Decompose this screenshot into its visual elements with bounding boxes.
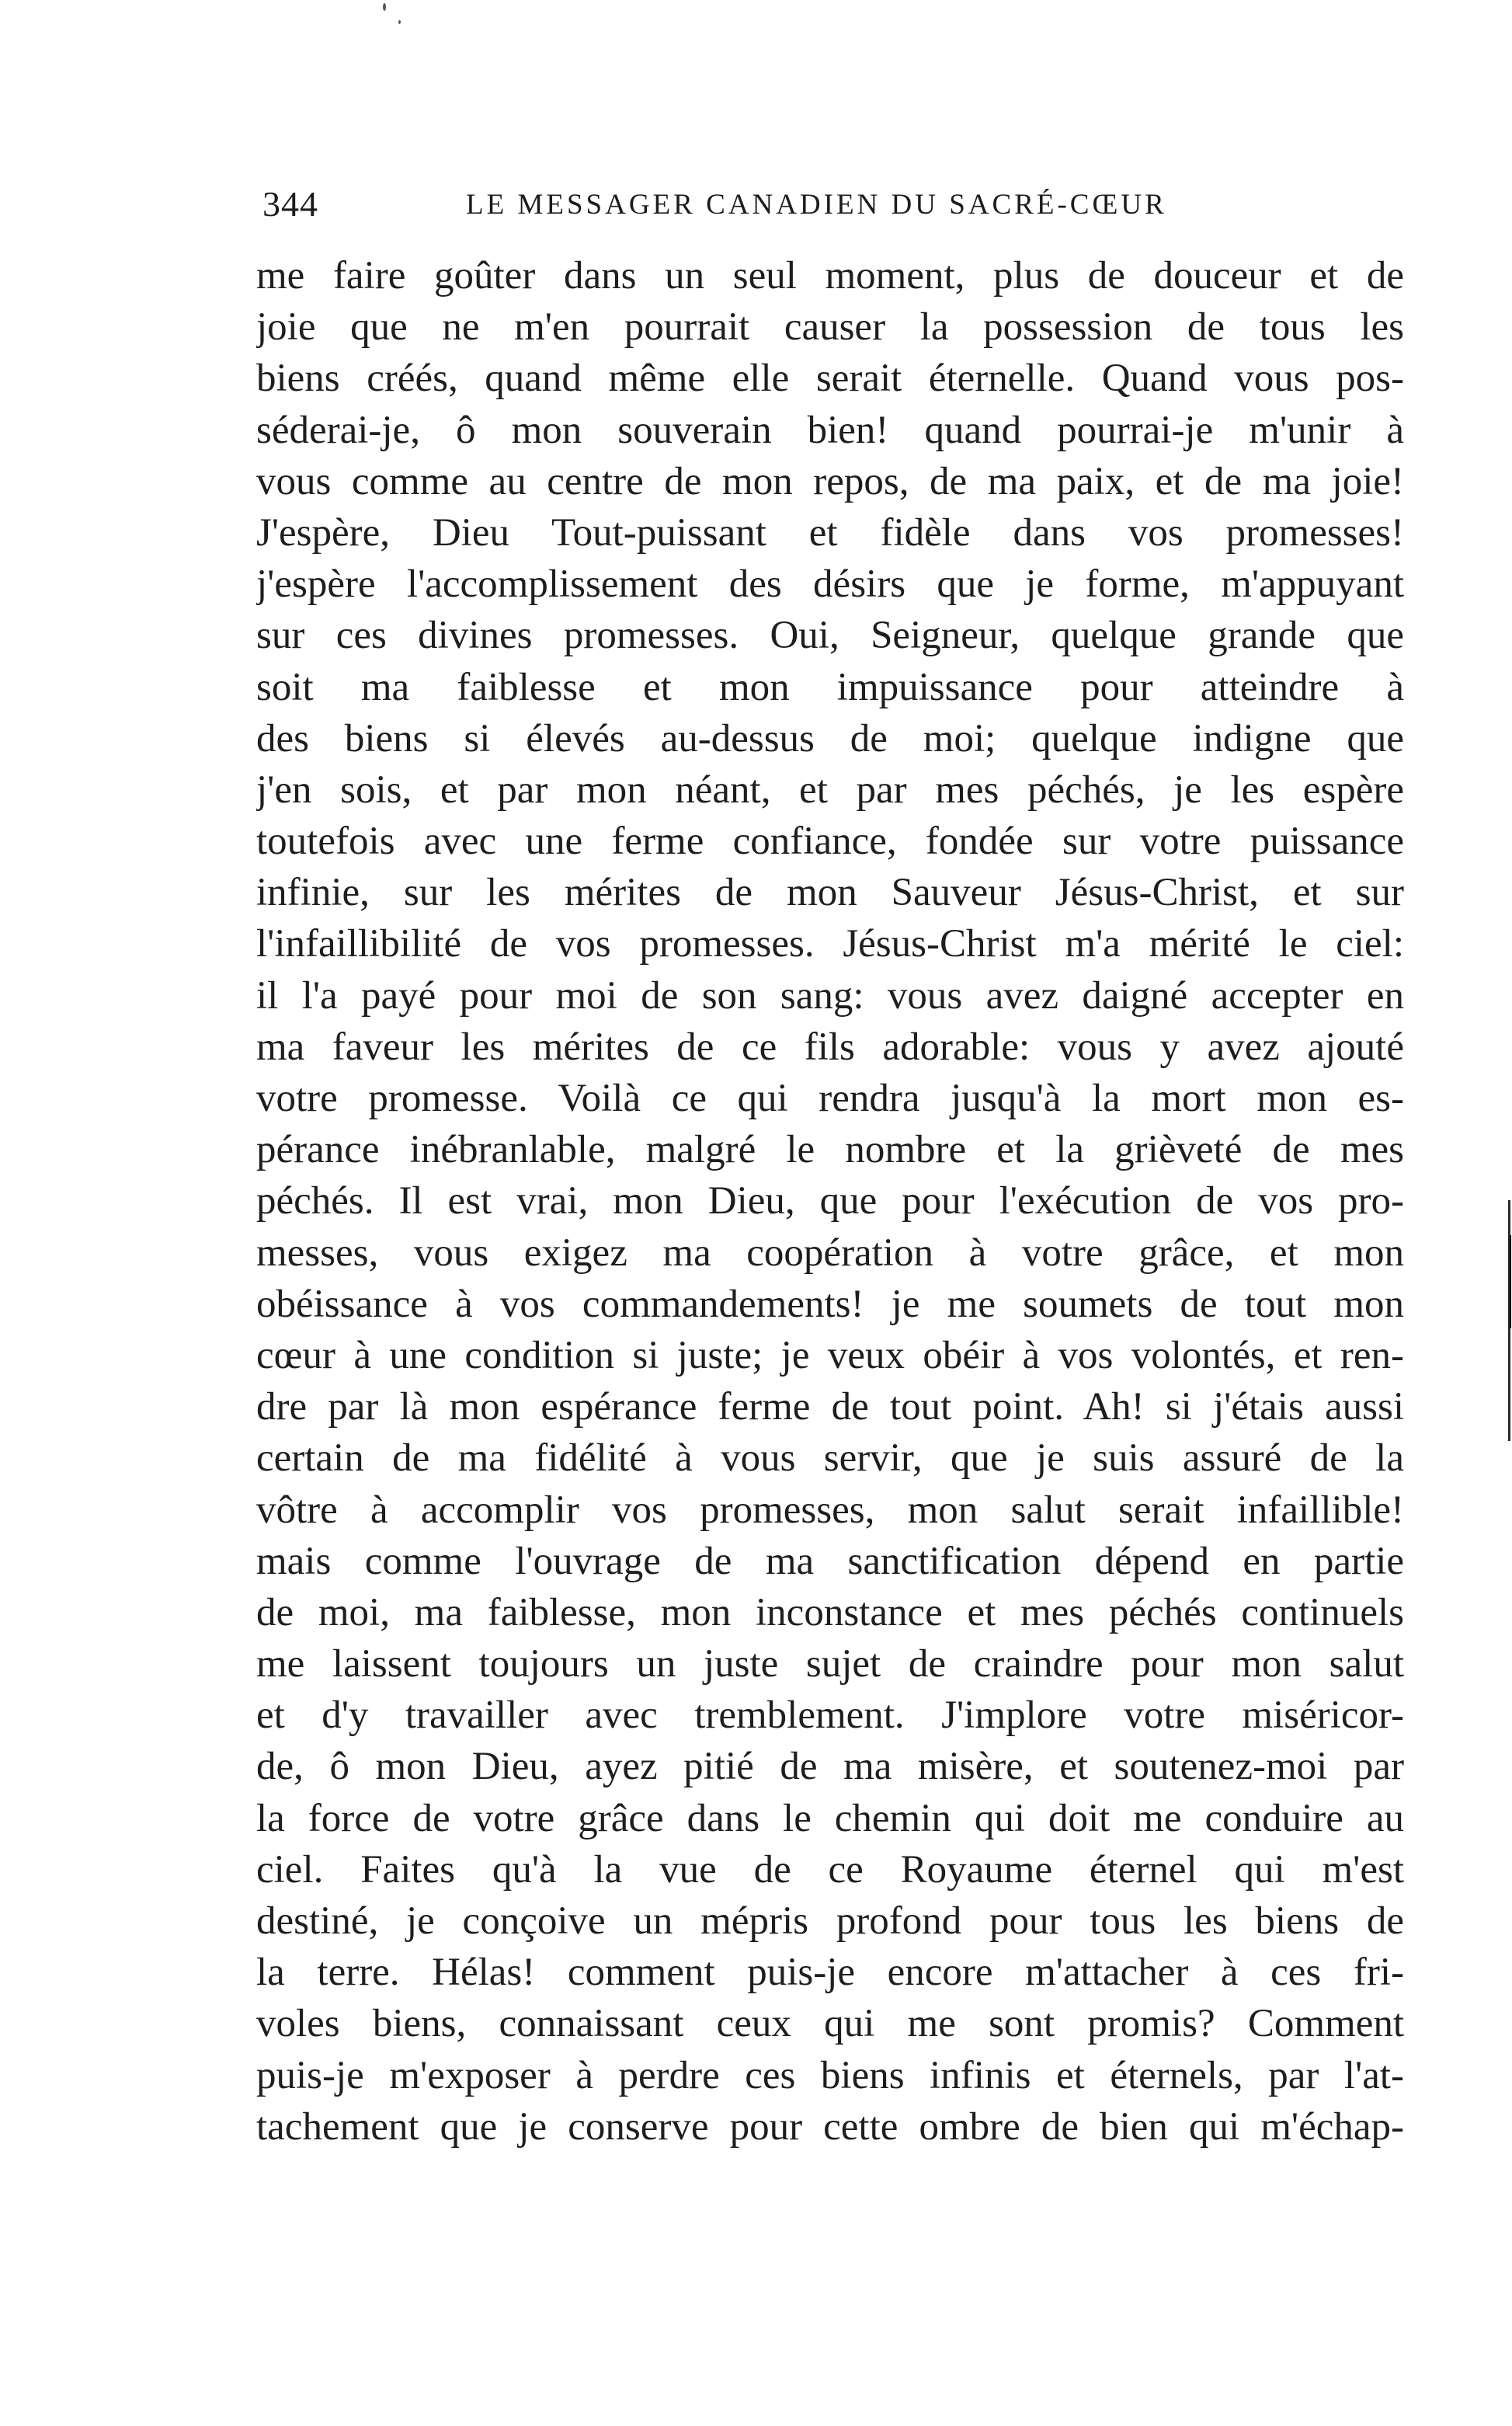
text-line: j'en sois, et par mon néant, et par mes péchés, je les espère <box>256 767 1404 812</box>
page-number: 344 <box>262 184 318 224</box>
text-line: voles biens, connaissant ceux qui me sont promis? Comment <box>256 2002 1404 2046</box>
text-line: obéissance à vos commandements! je me soumets de tout mon <box>256 1282 1404 1326</box>
text-line: joie que ne m'en pourrait causer la possession de tous les <box>256 305 1404 350</box>
text-line: votre promesse. Voilà ce qui rendra jusqu'à la mort mon es- <box>256 1077 1404 1120</box>
text-line: et d'y travailler avec tremblement. J'implore votre miséricor- <box>256 1693 1404 1738</box>
text-line: cœur à une condition si juste; je veux obéir à vos volontés, et ren- <box>256 1333 1404 1377</box>
running-title: LE MESSAGER CANADIEN DU SACRÉ-CŒUR <box>466 189 1167 221</box>
scan-speck <box>398 20 401 24</box>
text-line: la terre. Hélas! comment puis-je encore m'attacher à ces fri- <box>256 1951 1404 1995</box>
text-line: pérance inébranlable, malgré le nombre et la grièveté de mes <box>256 1128 1404 1172</box>
text-line: toutefois avec une ferme confiance, fondée sur votre puissance <box>256 820 1404 864</box>
text-line: dre par là mon espérance ferme de tout point. Ah! si j'étais aussi <box>256 1385 1404 1429</box>
text-line: me laissent toujours un juste sujet de craindre pour mon salut <box>256 1642 1404 1686</box>
text-line: ma faveur les mérites de ce fils adorable: vous y avez ajouté <box>256 1025 1404 1069</box>
text-line: puis-je m'exposer à perdre ces biens infinis et éternels, par l'at- <box>256 2053 1404 2097</box>
text-line: vous comme au centre de mon repos, de ma paix, et de ma joie! <box>256 459 1404 503</box>
text-line: l'infaillibilité de vos promesses. Jésus-Christ m'a mérité le ciel: <box>256 922 1404 966</box>
text-line: de, ô mon Dieu, ayez pitié de ma misère, et soutenez-moi par <box>256 1745 1404 1789</box>
text-line: il l'a payé pour moi de son sang: vous avez daigné accepter en <box>256 973 1404 1018</box>
text-line: la force de votre grâce dans le chemin qui doit me conduire au <box>256 1796 1404 1840</box>
text-line: destiné, je conçoive un mépris profond pour tous les biens de <box>256 1899 1404 1943</box>
scan-speck <box>383 3 386 11</box>
text-line: me faire goûter dans un seul moment, plus de douceur et de <box>256 254 1404 298</box>
text-line: infinie, sur les mérites de mon Sauveur Jésus-Christ, et sur <box>256 871 1404 915</box>
text-line: mais comme l'ouvrage de ma sanctification dépend en partie <box>256 1539 1404 1583</box>
body-text <box>256 250 1404 2153</box>
text-line: J'espère, Dieu Tout-puissant et fidèle dans vos promesses! <box>256 510 1404 555</box>
text-line: j'espère l'accomplissement des désirs que je forme, m'appuyant <box>256 562 1404 607</box>
text-line: biens créés, quand même elle serait éternelle. Quand vous pos- <box>256 357 1404 401</box>
text-line: sur ces divines promesses. Oui, Seigneur, quelque grande que <box>256 614 1404 658</box>
gutter-shadow <box>1510 1235 1511 1328</box>
text-line: messes, vous exigez ma coopération à votre grâce, et mon <box>256 1230 1404 1275</box>
text-line: des biens si élevés au-dessus de moi; quelque indigne que <box>256 716 1404 761</box>
text-line: vôtre à accomplir vos promesses, mon salut serait infaillible! <box>256 1488 1404 1532</box>
text-line: certain de ma fidélité à vous servir, que je suis assuré de la <box>256 1436 1404 1481</box>
text-line: soit ma faiblesse et mon impuissance pour atteindre à <box>256 665 1404 709</box>
text-line: tachement que je conserve pour cette ombre de bien qui m'échap- <box>256 2104 1404 2149</box>
page-header <box>262 183 1264 230</box>
text-line: séderai-je, ô mon souverain bien! quand pourrai-je m'unir à <box>256 408 1404 452</box>
text-line: péchés. Il est vrai, mon Dieu, que pour l'exécution de vos pro- <box>256 1179 1404 1223</box>
text-line: de moi, ma faiblesse, mon inconstance et mes péchés continuels <box>256 1590 1404 1634</box>
text-line: ciel. Faites qu'à la vue de ce Royaume éternel qui m'est <box>256 1847 1404 1892</box>
